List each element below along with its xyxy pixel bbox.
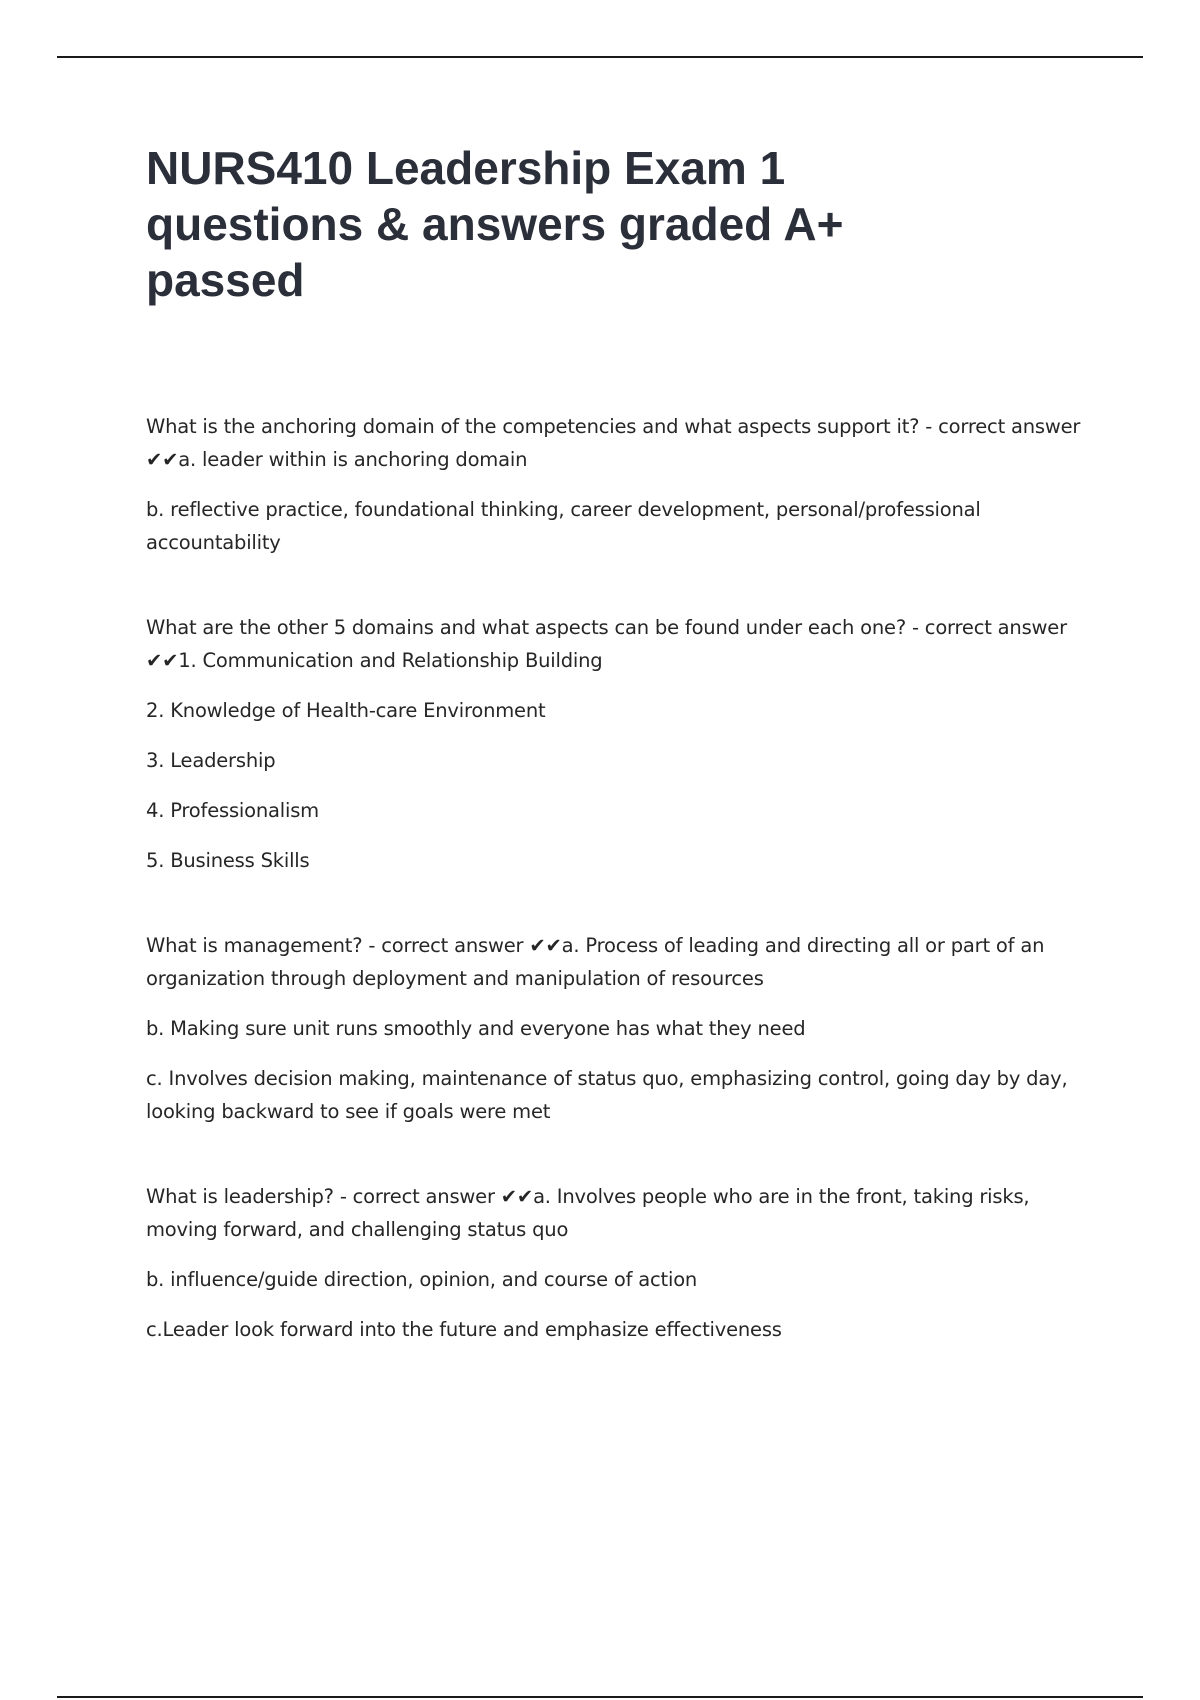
question-paragraph bbox=[146, 611, 1096, 677]
answer-paragraph: 3. Leadership bbox=[146, 749, 276, 772]
qa-item bbox=[146, 611, 1096, 877]
answer-paragraph: b. influence/guide direction, opinion, and course of action bbox=[146, 1268, 698, 1291]
top-rule bbox=[57, 56, 1143, 58]
question-paragraph bbox=[146, 1180, 1096, 1246]
qa-item bbox=[146, 929, 1096, 1128]
qa-item bbox=[146, 410, 1096, 559]
double-check-icon: ✔✔ bbox=[529, 934, 562, 957]
qa-list bbox=[146, 410, 1096, 1346]
question-text: What is the anchoring domain of the competencies and what aspects support it? - correct answer bbox=[146, 415, 1081, 438]
answer-paragraph: b. reflective practice, foundational thinking, career development, personal/professional accountability bbox=[146, 498, 981, 554]
answer-text: a. leader within is anchoring domain bbox=[178, 448, 528, 471]
question-text: What is management? - correct answer bbox=[146, 934, 524, 957]
answer-text: 1. Communication and Relationship Building bbox=[178, 649, 603, 672]
double-check-icon: ✔✔ bbox=[146, 448, 179, 471]
answer-paragraph: c. Involves decision making, maintenance of status quo, emphasizing control, going day by day, looking backward to see if goals were met bbox=[146, 1067, 1068, 1123]
document-body bbox=[146, 140, 1096, 1398]
bottom-rule bbox=[57, 1696, 1143, 1698]
qa-item bbox=[146, 1180, 1096, 1346]
double-check-icon: ✔✔ bbox=[500, 1185, 534, 1208]
question-paragraph bbox=[146, 929, 1096, 995]
answer-text: a. Involves people who are in the front, taking risks, moving forward, and challenging status quo bbox=[146, 1185, 1030, 1241]
answer-paragraph: 5. Business Skills bbox=[146, 849, 310, 872]
document-title: NURS410 Leadership Exam 1 questions & answers graded A+ passed bbox=[146, 142, 844, 306]
double-check-icon: ✔✔ bbox=[146, 649, 179, 672]
answer-paragraph: b. Making sure unit runs smoothly and everyone has what they need bbox=[146, 1017, 806, 1040]
question-text: What are the other 5 domains and what aspects can be found under each one? - correct answer bbox=[146, 616, 1067, 639]
answer-paragraph: c.Leader look forward into the future and emphasize effectiveness bbox=[146, 1318, 782, 1341]
question-text: What is leadership? - correct answer bbox=[146, 1185, 495, 1208]
answer-paragraph: 4. Professionalism bbox=[146, 799, 319, 822]
question-paragraph bbox=[146, 410, 1096, 476]
answer-text: a. Process of leading and directing all or part of an organization through deployment and manipulation of resources bbox=[146, 934, 1045, 990]
answer-paragraph: 2. Knowledge of Health-care Environment bbox=[146, 699, 546, 722]
